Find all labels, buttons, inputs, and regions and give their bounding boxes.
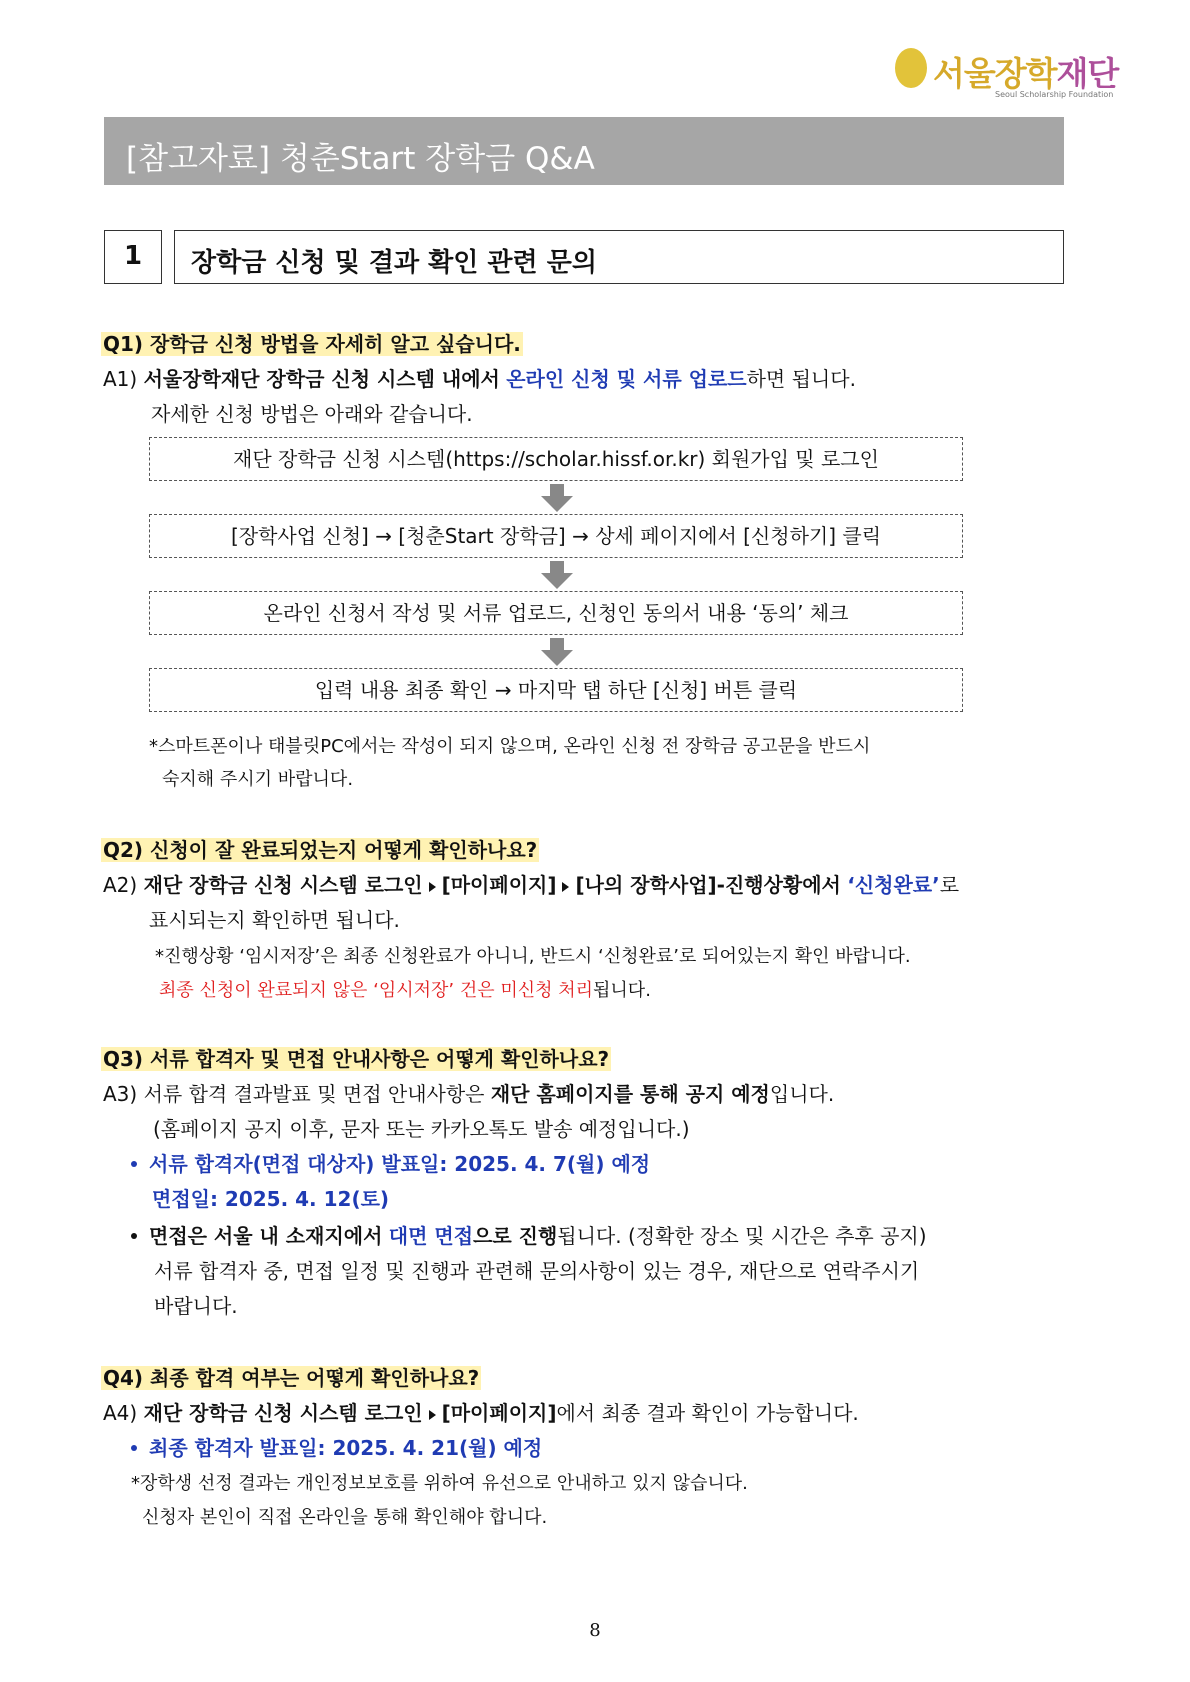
q3-answer-line2: (홈페이지 공지 이후, 문자 또는 카카오톡도 발송 예정입니다.) (153, 1117, 690, 1141)
q1-answer-line2: 자세한 신청 방법은 아래와 같습니다. (151, 402, 473, 426)
q2-answer-line2: 표시되는지 확인하면 됩니다. (149, 908, 400, 932)
q4-note-line2: 신청자 본인이 직접 온라인을 통해 확인해야 합니다. (142, 1507, 548, 1528)
q3-bullet-schedule: 서류 합격자(면접 대상자) 발표일: 2025. 4. 7(월) 예정 (131, 1148, 650, 1177)
logo-text-suffix: 재단 (1056, 54, 1119, 93)
flow-step-4: 입력 내용 최종 확인 → 마지막 탭 하단 [신청] 버튼 클릭 (149, 668, 963, 712)
q1-note: *스마트폰이나 태블릿PC에서는 작성이 되지 않으며, 온라인 신청 전 장학금 공고문을 반드시 (149, 736, 871, 757)
q3-interview-date: 면접일: 2025. 4. 12(토) (152, 1187, 390, 1211)
q3-bullet-interview-line3: 바랍니다. (154, 1294, 238, 1318)
q3-question: Q3) 서류 합격자 및 면접 안내사항은 어떻게 확인하나요? (103, 1047, 610, 1071)
q2-answer: A2) 재단 장학금 신청 시스템 로그인 [마이페이지] [나의 장학사업]-진행상황에서 ‘신청완료’로 (103, 873, 960, 897)
q3-bullet-interview-line2: 서류 합격자 중, 면접 일정 및 진행과 관련해 문의사항이 있는 경우, 재단으로 연락주시기 (154, 1259, 920, 1283)
flow-step-2: [장학사업 신청] → [청춘Start 장학금] → 상세 페이지에서 [신청하기] 클릭 (149, 514, 963, 558)
section-number: 1 (104, 230, 162, 284)
section-title-box (174, 230, 1064, 284)
down-arrow-icon (541, 484, 573, 512)
q4-bullet-final: 최종 합격자 발표일: 2025. 4. 21(월) 예정 (131, 1432, 542, 1461)
triangle-right-icon (429, 1410, 436, 1420)
page-title: [참고자료] 청춘Start 장학금 Q&A (126, 141, 595, 177)
foundation-logo (895, 48, 1135, 100)
bullet-icon (131, 1445, 137, 1451)
q4-note: *장학생 선정 결과는 개인정보보호를 위하여 유선으로 안내하고 있지 않습니다. (131, 1473, 748, 1494)
bullet-icon (131, 1161, 137, 1167)
q2-note: *진행상황 ‘임시저장’은 최종 신청완료가 아니니, 반드시 ‘신청완료’로 되어있는지 확인 바랍니다. (155, 946, 911, 967)
flow-step-3: 온라인 신청서 작성 및 서류 업로드, 신청인 동의서 내용 ‘동의’ 체크 (149, 591, 963, 635)
page-title-bar (104, 117, 1064, 185)
section-title: 장학금 신청 및 결과 확인 관련 문의 (191, 248, 597, 278)
logo-text-main: 서울장학 (933, 54, 1057, 93)
triangle-right-icon (562, 882, 569, 892)
q4-question: Q4) 최종 합격 여부는 어떻게 확인하나요? (103, 1366, 480, 1390)
q4-answer: A4) 재단 장학금 신청 시스템 로그인 [마이페이지]에서 최종 결과 확인이 가능합니다. (103, 1401, 859, 1425)
page-number: 8 (589, 1620, 601, 1641)
down-arrow-icon (541, 561, 573, 589)
q1-question: Q1) 장학금 신청 방법을 자세히 알고 싶습니다. (103, 332, 521, 356)
bullet-icon (131, 1233, 137, 1239)
triangle-right-icon (429, 882, 436, 892)
flow-step-1: 재단 장학금 신청 시스템(https://scholar.hissf.or.kr) 회원가입 및 로그인 (149, 437, 963, 481)
q2-question: Q2) 신청이 잘 완료되었는지 어떻게 확인하나요? (103, 838, 538, 862)
logo-emblem-icon (895, 48, 927, 88)
down-arrow-icon (541, 638, 573, 666)
q2-warning: 최종 신청이 완료되지 않은 ‘임시저장’ 건은 미신청 처리됩니다. (159, 980, 651, 1001)
q3-answer: A3) 서류 합격 결과발표 및 면접 안내사항은 재단 홈페이지를 통해 공지 예정입니다. (103, 1082, 835, 1106)
q3-bullet-interview: 면접은 서울 내 소재지에서 대면 면접으로 진행됩니다. (정확한 장소 및 시간은 추후 공지) (131, 1220, 927, 1249)
q1-note-line2: 숙지해 주시기 바랍니다. (162, 769, 354, 790)
logo-subtitle: Seoul Scholarship Foundation (995, 90, 1114, 99)
q1-answer: A1) 서울장학재단 장학금 신청 시스템 내에서 온라인 신청 및 서류 업로드하면 됩니다. (103, 367, 856, 391)
